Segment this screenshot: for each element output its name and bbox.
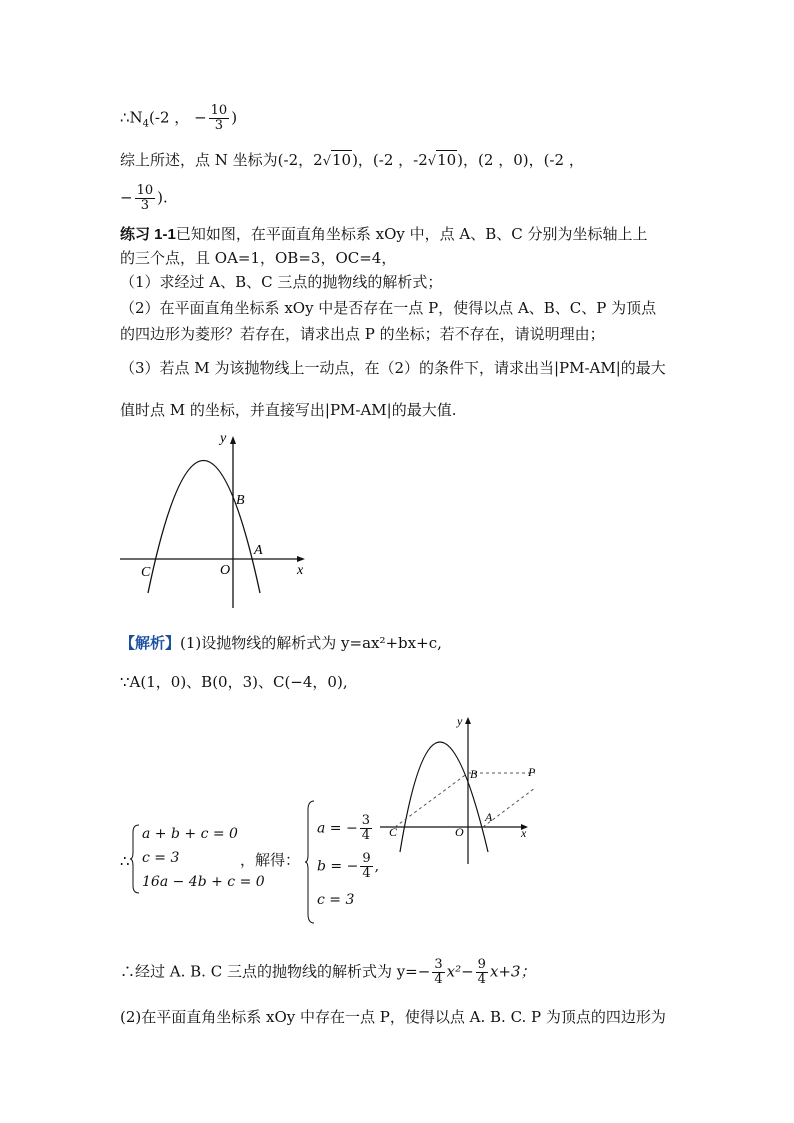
summary-line: 综上所述，点 N 坐标为(-2，2√10)，(-2 ，-2√10)，(2 ，0)，(-2 ， — [120, 151, 584, 169]
exercise-text-2: 的三个点，且 OA=1，OB=3，OC=4， — [120, 249, 397, 267]
fig1-parabola — [148, 461, 260, 594]
exercise-title: 练习 1-1 — [120, 226, 176, 243]
summary2-fraction — [135, 184, 156, 213]
n4-neg: − — [194, 108, 207, 127]
fig2-label-c: C — [389, 825, 398, 839]
n4-fraction — [209, 104, 230, 133]
result-end: x+3； — [489, 962, 536, 981]
fig2-label-y: y — [457, 714, 463, 728]
fig2-parabola — [400, 742, 488, 852]
solution-line-1 — [120, 633, 442, 654]
fig2-label-p: P — [528, 765, 535, 779]
fig2-dash-cb — [395, 773, 468, 827]
question-3-a: （3）若点 M 为该抛物线上一动点，在（2）的条件下，请求出当|PM-AM|的最大 — [120, 359, 666, 377]
summary2-den: 3 — [140, 198, 149, 213]
fig2-label-x: x — [521, 826, 527, 840]
summary2-num: 10 — [136, 183, 154, 198]
solution-b-num: 9 — [362, 851, 371, 866]
fig1-label-a: A — [254, 543, 263, 558]
solution-a-den: 4 — [361, 828, 370, 843]
solution-text-1: (1)设抛物线的解析式为 y=ax²+bx+c, — [180, 634, 442, 652]
fig1-label-c: C — [141, 565, 151, 580]
solution-b — [317, 852, 379, 881]
result-num-1: 3 — [434, 957, 443, 972]
solution-label: 【解析】 — [120, 635, 181, 652]
system-brace — [130, 824, 140, 894]
summary-root2: 10 — [437, 151, 457, 169]
solution-a-fraction — [360, 814, 372, 843]
fig1-y-arrow — [230, 436, 236, 444]
solution-system — [305, 800, 395, 925]
result-den-2: 4 — [477, 972, 486, 987]
solution-b-fraction — [360, 852, 372, 881]
question-3-b: 值时点 M 的坐标，并直接写出|PM-AM|的最大值. — [120, 401, 457, 419]
fig2-label-b: B — [470, 767, 478, 781]
summary-text-a: 综上所述，点 N 坐标为(-2， — [120, 151, 314, 169]
summary-text-3: )，(2 ，0)，(-2 ， — [457, 151, 584, 169]
n4-open: (-2 ， — [149, 108, 190, 127]
summary-text-2: )，(-2 ，-2 — [352, 151, 428, 169]
therefore-symbol: ∴ — [120, 852, 130, 870]
n4-num: 10 — [210, 103, 228, 118]
solution-a-num: 3 — [361, 813, 370, 828]
question-2-a: （2）在平面直角坐标系 xOy 中是否存在一点 P，使得以点 A、B、C、P 为顶点 — [120, 299, 657, 317]
n4-close: ) — [231, 108, 238, 127]
question-1: （1）求经过 A、B、C 三点的抛物线的解析式； — [120, 273, 443, 291]
fig2-label-a: A — [485, 810, 493, 824]
n4-den: 3 — [214, 118, 224, 133]
solution-b-text: b = − — [317, 858, 359, 875]
fig1-label-x: x — [297, 563, 304, 578]
solution-a — [317, 814, 374, 843]
solution-b-comma: , — [374, 858, 380, 875]
line-n4 — [120, 104, 237, 135]
summary-root1: 10 — [331, 151, 352, 169]
result-line — [120, 958, 536, 987]
result-frac-1 — [432, 958, 444, 987]
result-num-2: 9 — [477, 957, 486, 972]
summary2-close: ). — [157, 188, 168, 207]
n4-sub: 4 — [142, 118, 150, 130]
fig2-y-arrow — [465, 717, 471, 724]
fig1-label-b: B — [236, 493, 245, 508]
exercise-text-1: 已知如图，在平面直角坐标系 xOy 中，点 A、B、C 分别为坐标轴上上 — [175, 225, 648, 243]
solution-c: c = 3 — [317, 892, 355, 908]
figure-2 — [375, 712, 535, 867]
solution-last-line: (2)在平面直角坐标系 xOy 中存在一点 P，使得以点 A. B. C. P 为顶点的四边形为 — [120, 1008, 666, 1026]
fig1-label-y: y — [220, 431, 227, 446]
figure-1 — [115, 428, 315, 613]
fig2-label-o: O — [455, 825, 464, 839]
result-text: ∴经过 A. B. C 三点的抛物线的解析式为 y=− — [120, 962, 431, 981]
solution-b-den: 4 — [362, 866, 371, 881]
solution-a-text: a = − — [317, 820, 358, 837]
equation-1: a + b + c = 0 — [142, 826, 238, 842]
equation-3: 16a − 4b + c = 0 — [142, 874, 265, 890]
result-mid: x²− — [446, 962, 474, 981]
result-frac-2 — [476, 958, 488, 987]
fig1-label-o: O — [220, 563, 231, 578]
solution-brace — [305, 800, 315, 924]
result-den-1: 4 — [434, 972, 443, 987]
summary-c1: 2 — [313, 151, 323, 169]
summary-line-2 — [120, 184, 168, 213]
solution-text-2: ∵A(1，0)、B(0，3)、C(−4，0), — [120, 673, 348, 691]
n4-prefix: ∴N — [120, 108, 143, 127]
summary2-neg: − — [120, 188, 133, 207]
solve-text: ，解得： — [240, 851, 301, 869]
question-2-b: 的四边形为菱形？若存在，请求出点 P 的坐标；若不存在，请说明理由； — [120, 325, 605, 343]
exercise-line-1 — [120, 224, 648, 245]
fig1-x-arrow — [297, 556, 305, 562]
equation-2: c = 3 — [142, 850, 180, 866]
